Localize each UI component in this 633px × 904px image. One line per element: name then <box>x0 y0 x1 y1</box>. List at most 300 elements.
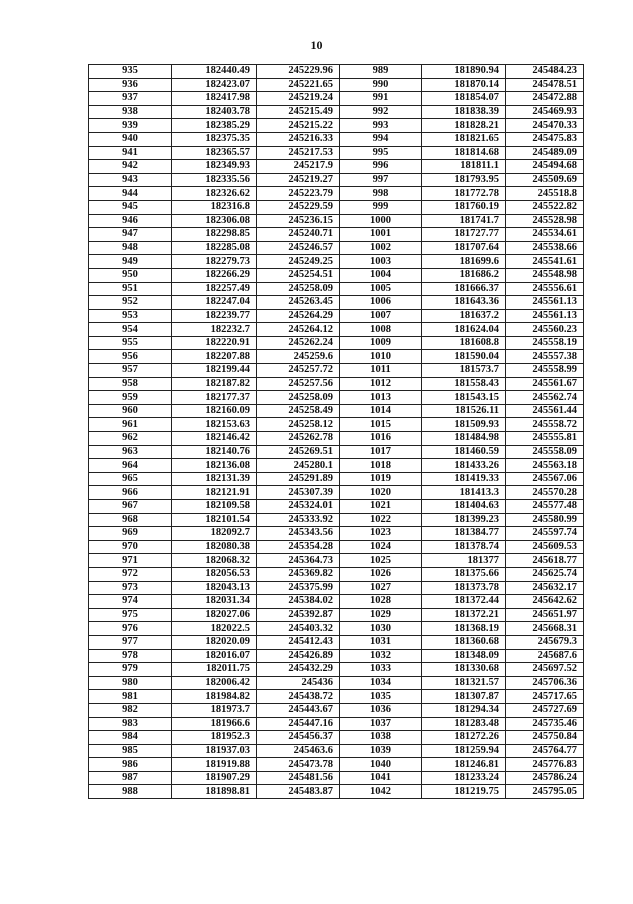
y-coordinate-left: 245236.15 <box>257 214 340 228</box>
x-coordinate-left: 182440.49 <box>172 65 257 79</box>
y-coordinate-right: 245609.53 <box>506 540 584 554</box>
table-row <box>89 608 584 622</box>
x-coordinate-left: 182177.37 <box>172 391 257 405</box>
y-coordinate-left: 245215.49 <box>257 105 340 119</box>
table-row <box>89 200 584 214</box>
x-coordinate-right: 181219.75 <box>422 785 506 799</box>
point-number-left: 949 <box>89 255 172 269</box>
x-coordinate-left: 182207.88 <box>172 350 257 364</box>
x-coordinate-right: 181348.09 <box>422 649 506 663</box>
point-number-right: 1037 <box>340 717 422 731</box>
x-coordinate-right: 181378.74 <box>422 540 506 554</box>
y-coordinate-left: 245258.12 <box>257 418 340 432</box>
x-coordinate-right: 181375.66 <box>422 567 506 581</box>
table-row <box>89 132 584 146</box>
y-coordinate-right: 245786.24 <box>506 771 584 785</box>
point-number-left: 985 <box>89 744 172 758</box>
point-number-left: 948 <box>89 241 172 255</box>
x-coordinate-left: 181937.03 <box>172 744 257 758</box>
y-coordinate-left: 245343.56 <box>257 527 340 541</box>
y-coordinate-left: 245392.87 <box>257 608 340 622</box>
y-coordinate-right: 245469.93 <box>506 105 584 119</box>
point-number-right: 1011 <box>340 364 422 378</box>
y-coordinate-right: 245561.44 <box>506 404 584 418</box>
x-coordinate-left: 182020.09 <box>172 635 257 649</box>
point-number-right: 1004 <box>340 268 422 282</box>
table-row <box>89 323 584 337</box>
table-row <box>89 486 584 500</box>
y-coordinate-left: 245254.51 <box>257 268 340 282</box>
x-coordinate-right: 181686.2 <box>422 268 506 282</box>
x-coordinate-left: 182140.76 <box>172 445 257 459</box>
table-row <box>89 649 584 663</box>
point-number-right: 1038 <box>340 731 422 745</box>
table-row <box>89 391 584 405</box>
x-coordinate-left: 182239.77 <box>172 309 257 323</box>
y-coordinate-right: 245563.18 <box>506 459 584 473</box>
point-number-right: 989 <box>340 65 422 79</box>
point-number-left: 958 <box>89 377 172 391</box>
y-coordinate-left: 245262.78 <box>257 432 340 446</box>
point-number-right: 1017 <box>340 445 422 459</box>
point-number-left: 935 <box>89 65 172 79</box>
table-row <box>89 78 584 92</box>
point-number-right: 1026 <box>340 567 422 581</box>
x-coordinate-left: 182068.32 <box>172 554 257 568</box>
table-row <box>89 214 584 228</box>
y-coordinate-right: 245548.98 <box>506 268 584 282</box>
point-number-left: 953 <box>89 309 172 323</box>
y-coordinate-right: 245727.69 <box>506 703 584 717</box>
table-row <box>89 744 584 758</box>
x-coordinate-left: 182403.78 <box>172 105 257 119</box>
y-coordinate-right: 245528.98 <box>506 214 584 228</box>
x-coordinate-left: 181898.81 <box>172 785 257 799</box>
point-number-right: 1039 <box>340 744 422 758</box>
x-coordinate-left: 182220.91 <box>172 336 257 350</box>
table-row <box>89 119 584 133</box>
y-coordinate-right: 245561.13 <box>506 309 584 323</box>
y-coordinate-right: 245706.36 <box>506 676 584 690</box>
x-coordinate-right: 181699.6 <box>422 255 506 269</box>
point-number-left: 959 <box>89 391 172 405</box>
x-coordinate-right: 181526.11 <box>422 404 506 418</box>
y-coordinate-left: 245354.28 <box>257 540 340 554</box>
x-coordinate-right: 181372.44 <box>422 595 506 609</box>
point-number-left: 972 <box>89 567 172 581</box>
point-number-right: 1023 <box>340 527 422 541</box>
y-coordinate-left: 245456.37 <box>257 731 340 745</box>
table-row <box>89 418 584 432</box>
table-row <box>89 228 584 242</box>
table-row <box>89 404 584 418</box>
point-number-right: 1033 <box>340 663 422 677</box>
x-coordinate-left: 182109.58 <box>172 500 257 514</box>
point-number-left: 971 <box>89 554 172 568</box>
x-coordinate-left: 182385.29 <box>172 119 257 133</box>
x-coordinate-left: 181919.88 <box>172 758 257 772</box>
x-coordinate-right: 181727.77 <box>422 228 506 242</box>
point-number-left: 946 <box>89 214 172 228</box>
point-number-left: 979 <box>89 663 172 677</box>
y-coordinate-left: 245375.99 <box>257 581 340 595</box>
point-number-left: 976 <box>89 622 172 636</box>
y-coordinate-left: 245258.49 <box>257 404 340 418</box>
x-coordinate-right: 181259.94 <box>422 744 506 758</box>
point-number-right: 1000 <box>340 214 422 228</box>
x-coordinate-right: 181399.23 <box>422 513 506 527</box>
x-coordinate-left: 182131.39 <box>172 472 257 486</box>
point-number-right: 1028 <box>340 595 422 609</box>
y-coordinate-left: 245384.02 <box>257 595 340 609</box>
x-coordinate-left: 182306.08 <box>172 214 257 228</box>
point-number-right: 999 <box>340 200 422 214</box>
y-coordinate-left: 245216.33 <box>257 132 340 146</box>
point-number-right: 1032 <box>340 649 422 663</box>
y-coordinate-left: 245483.87 <box>257 785 340 799</box>
point-number-left: 962 <box>89 432 172 446</box>
table-row <box>89 500 584 514</box>
x-coordinate-left: 182316.8 <box>172 200 257 214</box>
point-number-right: 1022 <box>340 513 422 527</box>
y-coordinate-left: 245258.09 <box>257 391 340 405</box>
table-row <box>89 241 584 255</box>
point-number-left: 984 <box>89 731 172 745</box>
table-row <box>89 377 584 391</box>
coordinate-table-body <box>89 65 584 799</box>
point-number-right: 996 <box>340 160 422 174</box>
x-coordinate-left: 182266.29 <box>172 268 257 282</box>
x-coordinate-right: 181360.68 <box>422 635 506 649</box>
y-coordinate-left: 245259.6 <box>257 350 340 364</box>
y-coordinate-left: 245369.82 <box>257 567 340 581</box>
y-coordinate-right: 245558.99 <box>506 364 584 378</box>
y-coordinate-right: 245632.17 <box>506 581 584 595</box>
page-number: 10 <box>310 38 323 52</box>
x-coordinate-left: 182285.08 <box>172 241 257 255</box>
table-row <box>89 173 584 187</box>
point-number-left: 982 <box>89 703 172 717</box>
y-coordinate-left: 245217.53 <box>257 146 340 160</box>
point-number-left: 980 <box>89 676 172 690</box>
y-coordinate-left: 245221.65 <box>257 78 340 92</box>
point-number-right: 1034 <box>340 676 422 690</box>
point-number-left: 961 <box>89 418 172 432</box>
table-row <box>89 731 584 745</box>
point-number-left: 943 <box>89 173 172 187</box>
table-row <box>89 350 584 364</box>
y-coordinate-right: 245570.28 <box>506 486 584 500</box>
y-coordinate-left: 245403.32 <box>257 622 340 636</box>
table-row <box>89 554 584 568</box>
point-number-left: 951 <box>89 282 172 296</box>
x-coordinate-right: 181330.68 <box>422 663 506 677</box>
y-coordinate-right: 245557.38 <box>506 350 584 364</box>
x-coordinate-left: 182326.62 <box>172 187 257 201</box>
y-coordinate-right: 245558.09 <box>506 445 584 459</box>
point-number-right: 1006 <box>340 296 422 310</box>
x-coordinate-right: 181637.2 <box>422 309 506 323</box>
x-coordinate-right: 181828.21 <box>422 119 506 133</box>
table-row <box>89 703 584 717</box>
table-row <box>89 567 584 581</box>
point-number-right: 1001 <box>340 228 422 242</box>
x-coordinate-left: 182101.54 <box>172 513 257 527</box>
y-coordinate-left: 245240.71 <box>257 228 340 242</box>
y-coordinate-left: 245215.22 <box>257 119 340 133</box>
y-coordinate-left: 245264.12 <box>257 323 340 337</box>
point-number-left: 964 <box>89 459 172 473</box>
y-coordinate-left: 245473.78 <box>257 758 340 772</box>
x-coordinate-right: 181543.15 <box>422 391 506 405</box>
point-number-right: 1003 <box>340 255 422 269</box>
x-coordinate-left: 181952.3 <box>172 731 257 745</box>
point-number-left: 950 <box>89 268 172 282</box>
point-number-left: 973 <box>89 581 172 595</box>
y-coordinate-left: 245219.27 <box>257 173 340 187</box>
x-coordinate-left: 182375.35 <box>172 132 257 146</box>
y-coordinate-right: 245561.13 <box>506 296 584 310</box>
x-coordinate-right: 181624.04 <box>422 323 506 337</box>
x-coordinate-right: 181793.95 <box>422 173 506 187</box>
point-number-right: 995 <box>340 146 422 160</box>
y-coordinate-left: 245426.89 <box>257 649 340 663</box>
point-number-right: 1008 <box>340 323 422 337</box>
y-coordinate-right: 245562.74 <box>506 391 584 405</box>
y-coordinate-right: 245764.77 <box>506 744 584 758</box>
y-coordinate-left: 245257.72 <box>257 364 340 378</box>
y-coordinate-right: 245561.67 <box>506 377 584 391</box>
x-coordinate-left: 182136.08 <box>172 459 257 473</box>
coordinate-table <box>88 64 584 799</box>
x-coordinate-right: 181814.68 <box>422 146 506 160</box>
x-coordinate-right: 181373.78 <box>422 581 506 595</box>
table-row <box>89 160 584 174</box>
x-coordinate-right: 181484.98 <box>422 432 506 446</box>
x-coordinate-right: 181870.14 <box>422 78 506 92</box>
y-coordinate-right: 245597.74 <box>506 527 584 541</box>
y-coordinate-left: 245246.57 <box>257 241 340 255</box>
x-coordinate-right: 181413.3 <box>422 486 506 500</box>
table-row <box>89 105 584 119</box>
y-coordinate-left: 245481.56 <box>257 771 340 785</box>
x-coordinate-left: 182006.42 <box>172 676 257 690</box>
table-row <box>89 771 584 785</box>
point-number-left: 956 <box>89 350 172 364</box>
point-number-left: 970 <box>89 540 172 554</box>
x-coordinate-left: 182349.93 <box>172 160 257 174</box>
table-row <box>89 595 584 609</box>
table-row <box>89 445 584 459</box>
point-number-right: 1029 <box>340 608 422 622</box>
y-coordinate-right: 245625.74 <box>506 567 584 581</box>
x-coordinate-right: 181233.24 <box>422 771 506 785</box>
point-number-left: 940 <box>89 132 172 146</box>
x-coordinate-right: 181811.1 <box>422 160 506 174</box>
point-number-right: 1012 <box>340 377 422 391</box>
point-number-right: 1019 <box>340 472 422 486</box>
x-coordinate-right: 181272.26 <box>422 731 506 745</box>
point-number-right: 994 <box>340 132 422 146</box>
y-coordinate-right: 245478.51 <box>506 78 584 92</box>
point-number-left: 938 <box>89 105 172 119</box>
y-coordinate-right: 245509.69 <box>506 173 584 187</box>
y-coordinate-left: 245438.72 <box>257 690 340 704</box>
point-number-right: 1021 <box>340 500 422 514</box>
y-coordinate-left: 245229.59 <box>257 200 340 214</box>
y-coordinate-right: 245494.68 <box>506 160 584 174</box>
y-coordinate-right: 245475.83 <box>506 132 584 146</box>
table-row <box>89 296 584 310</box>
x-coordinate-right: 181283.48 <box>422 717 506 731</box>
y-coordinate-right: 245538.66 <box>506 241 584 255</box>
y-coordinate-right: 245484.23 <box>506 65 584 79</box>
x-coordinate-left: 182365.57 <box>172 146 257 160</box>
point-number-right: 990 <box>340 78 422 92</box>
x-coordinate-left: 182121.91 <box>172 486 257 500</box>
y-coordinate-right: 245556.61 <box>506 282 584 296</box>
x-coordinate-left: 182257.49 <box>172 282 257 296</box>
y-coordinate-right: 245679.3 <box>506 635 584 649</box>
y-coordinate-right: 245687.6 <box>506 649 584 663</box>
x-coordinate-right: 181666.37 <box>422 282 506 296</box>
y-coordinate-left: 245217.9 <box>257 160 340 174</box>
point-number-left: 936 <box>89 78 172 92</box>
table-row <box>89 758 584 772</box>
x-coordinate-right: 181509.93 <box>422 418 506 432</box>
y-coordinate-left: 245447.16 <box>257 717 340 731</box>
y-coordinate-left: 245291.89 <box>257 472 340 486</box>
point-number-left: 967 <box>89 500 172 514</box>
x-coordinate-right: 181246.81 <box>422 758 506 772</box>
y-coordinate-left: 245249.25 <box>257 255 340 269</box>
table-row <box>89 146 584 160</box>
x-coordinate-left: 182153.63 <box>172 418 257 432</box>
y-coordinate-right: 245776.83 <box>506 758 584 772</box>
table-row <box>89 540 584 554</box>
point-number-right: 1016 <box>340 432 422 446</box>
y-coordinate-right: 245472.88 <box>506 92 584 106</box>
point-number-right: 1041 <box>340 771 422 785</box>
table-row <box>89 581 584 595</box>
x-coordinate-right: 181890.94 <box>422 65 506 79</box>
x-coordinate-left: 182247.04 <box>172 296 257 310</box>
x-coordinate-left: 182031.34 <box>172 595 257 609</box>
point-number-left: 988 <box>89 785 172 799</box>
table-row <box>89 622 584 636</box>
y-coordinate-right: 245717.65 <box>506 690 584 704</box>
x-coordinate-left: 182092.7 <box>172 527 257 541</box>
x-coordinate-left: 182199.44 <box>172 364 257 378</box>
point-number-left: 957 <box>89 364 172 378</box>
x-coordinate-right: 181433.26 <box>422 459 506 473</box>
point-number-left: 941 <box>89 146 172 160</box>
point-number-left: 960 <box>89 404 172 418</box>
y-coordinate-right: 245567.06 <box>506 472 584 486</box>
point-number-left: 937 <box>89 92 172 106</box>
x-coordinate-right: 181707.64 <box>422 241 506 255</box>
y-coordinate-left: 245364.73 <box>257 554 340 568</box>
y-coordinate-right: 245750.84 <box>506 731 584 745</box>
point-number-right: 1013 <box>340 391 422 405</box>
point-number-right: 1031 <box>340 635 422 649</box>
point-number-left: 969 <box>89 527 172 541</box>
point-number-left: 977 <box>89 635 172 649</box>
y-coordinate-left: 245257.56 <box>257 377 340 391</box>
point-number-right: 1005 <box>340 282 422 296</box>
point-number-left: 939 <box>89 119 172 133</box>
x-coordinate-right: 181377 <box>422 554 506 568</box>
x-coordinate-right: 181460.59 <box>422 445 506 459</box>
x-coordinate-left: 181984.82 <box>172 690 257 704</box>
y-coordinate-left: 245258.09 <box>257 282 340 296</box>
y-coordinate-right: 245580.99 <box>506 513 584 527</box>
point-number-left: 983 <box>89 717 172 731</box>
y-coordinate-left: 245463.6 <box>257 744 340 758</box>
y-coordinate-left: 245324.01 <box>257 500 340 514</box>
y-coordinate-right: 245697.52 <box>506 663 584 677</box>
point-number-right: 1035 <box>340 690 422 704</box>
x-coordinate-right: 181760.19 <box>422 200 506 214</box>
point-number-left: 955 <box>89 336 172 350</box>
y-coordinate-left: 245333.92 <box>257 513 340 527</box>
point-number-right: 1014 <box>340 404 422 418</box>
point-number-left: 987 <box>89 771 172 785</box>
x-coordinate-left: 182417.98 <box>172 92 257 106</box>
point-number-right: 992 <box>340 105 422 119</box>
x-coordinate-left: 181973.7 <box>172 703 257 717</box>
y-coordinate-right: 245577.48 <box>506 500 584 514</box>
x-coordinate-left: 182146.42 <box>172 432 257 446</box>
point-number-right: 1018 <box>340 459 422 473</box>
x-coordinate-right: 181590.04 <box>422 350 506 364</box>
point-number-left: 954 <box>89 323 172 337</box>
point-number-right: 1040 <box>340 758 422 772</box>
y-coordinate-left: 245263.45 <box>257 296 340 310</box>
x-coordinate-left: 181907.29 <box>172 771 257 785</box>
y-coordinate-right: 245518.8 <box>506 187 584 201</box>
table-row <box>89 676 584 690</box>
point-number-right: 1007 <box>340 309 422 323</box>
x-coordinate-right: 181372.21 <box>422 608 506 622</box>
y-coordinate-left: 245432.29 <box>257 663 340 677</box>
x-coordinate-right: 181643.36 <box>422 296 506 310</box>
x-coordinate-left: 182232.7 <box>172 323 257 337</box>
x-coordinate-left: 182043.13 <box>172 581 257 595</box>
x-coordinate-right: 181821.65 <box>422 132 506 146</box>
table-row <box>89 785 584 799</box>
x-coordinate-left: 182027.06 <box>172 608 257 622</box>
table-row <box>89 432 584 446</box>
point-number-left: 952 <box>89 296 172 310</box>
table-row <box>89 513 584 527</box>
table-row <box>89 309 584 323</box>
point-number-right: 1036 <box>340 703 422 717</box>
table-row <box>89 364 584 378</box>
table-row <box>89 717 584 731</box>
x-coordinate-left: 181966.6 <box>172 717 257 731</box>
point-number-right: 1002 <box>340 241 422 255</box>
x-coordinate-right: 181558.43 <box>422 377 506 391</box>
point-number-left: 963 <box>89 445 172 459</box>
x-coordinate-right: 181573.7 <box>422 364 506 378</box>
point-number-left: 968 <box>89 513 172 527</box>
table-row <box>89 282 584 296</box>
point-number-left: 975 <box>89 608 172 622</box>
point-number-right: 1042 <box>340 785 422 799</box>
y-coordinate-right: 245470.33 <box>506 119 584 133</box>
point-number-right: 1027 <box>340 581 422 595</box>
